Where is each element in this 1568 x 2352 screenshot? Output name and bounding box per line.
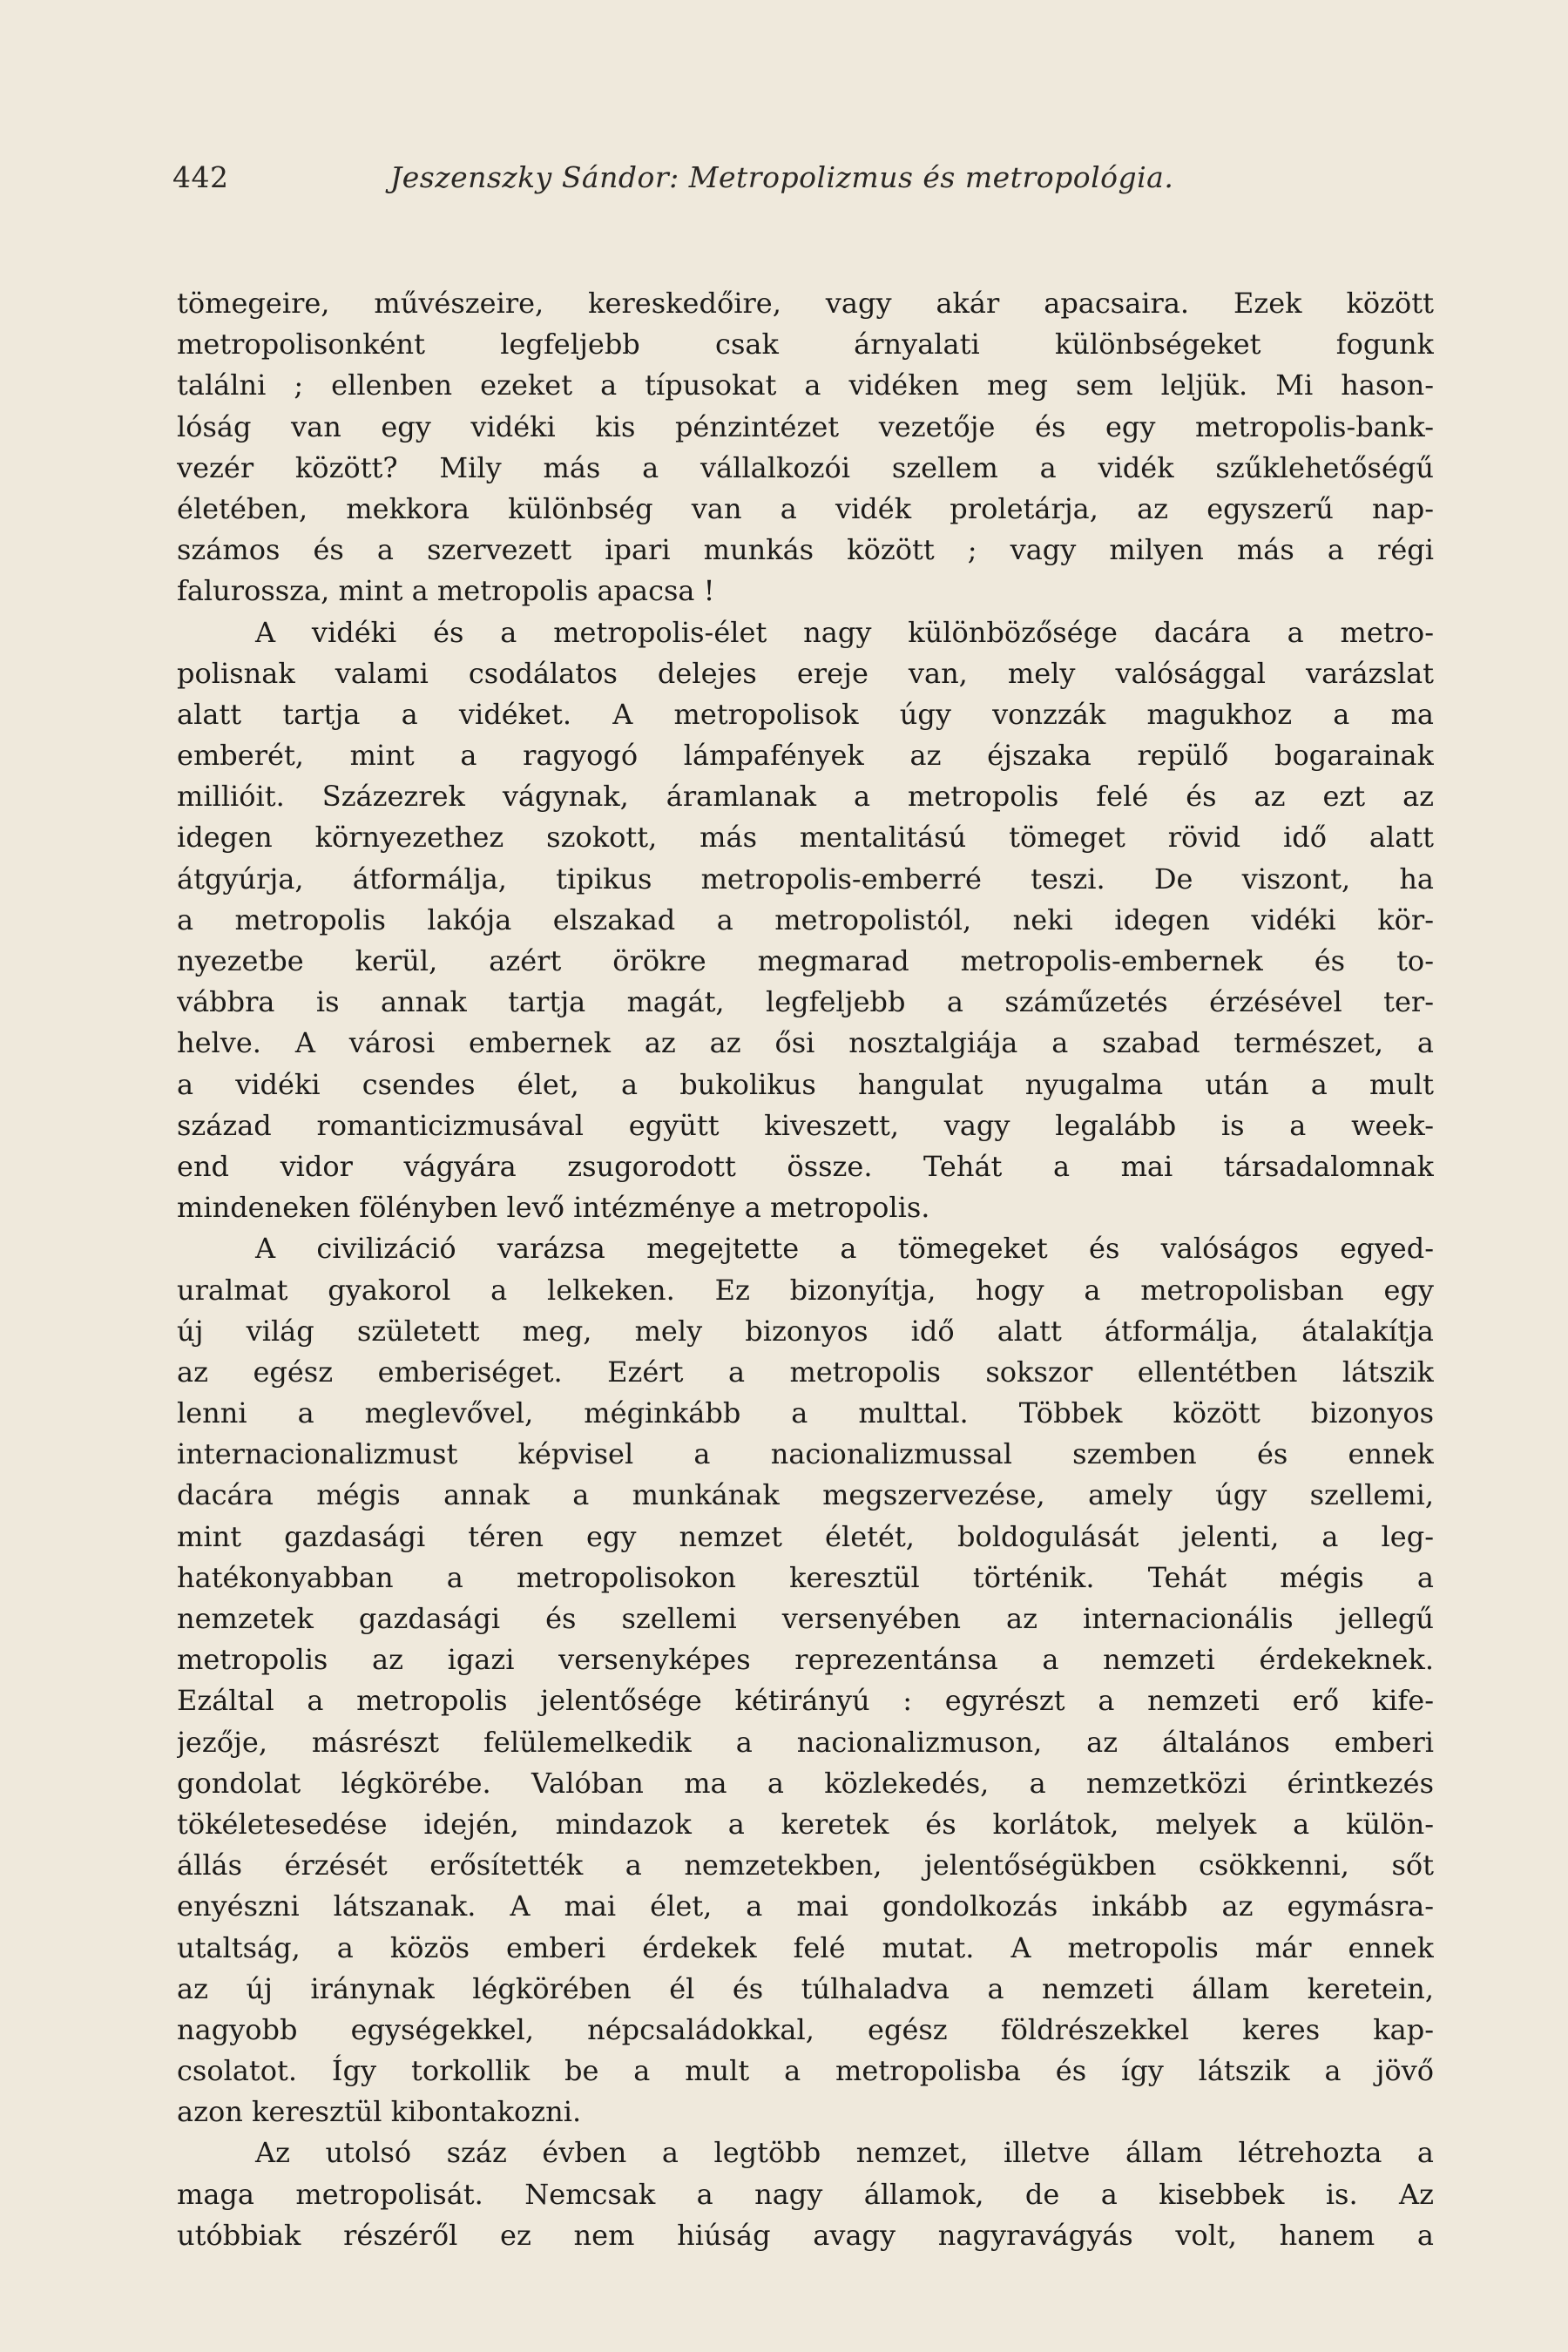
text-line: gondolat légkörébe. Valóban ma a közlekedés, a nemzetközi érintkezés bbox=[177, 1766, 1434, 1800]
text-line: állás érzését erősítették a nemzetekben, jelentőségükben csökkenni, sőt bbox=[177, 1848, 1434, 1882]
text-line: a vidéki csendes élet, a bukolikus hangulat nyugalma után a mult bbox=[177, 1067, 1434, 1101]
text-line: hatékonyabban a metropolisokon keresztül történik. Tehát mégis a bbox=[177, 1560, 1434, 1594]
text-line: lóság van egy vidéki kis pénzintézet vezetője és egy metropolis-bank- bbox=[177, 409, 1434, 443]
text-line: a metropolis lakója elszakad a metropolistól, neki idegen vidéki kör- bbox=[177, 902, 1434, 936]
text-line: dacára mégis annak a munkának megszervezése, amely úgy szellemi, bbox=[177, 1478, 1434, 1512]
text-line: azon keresztül kibontakozni. bbox=[177, 2095, 582, 2129]
text-line: új világ született meg, mely bizonyos idő alatt átformálja, átalakítja bbox=[177, 1314, 1434, 1348]
text-line: nyezetbe kerül, azért örökre megmarad metropolis-embernek és to- bbox=[177, 944, 1434, 977]
text-line: életében, mekkora különbség van a vidék proletárja, az egyszerű nap- bbox=[177, 491, 1434, 525]
text-line: maga metropolisát. Nemcsak a nagy államok, de a kisebbek is. Az bbox=[177, 2177, 1434, 2211]
running-head: Jeszenszky Sándor: Metropolizmus és metropológia. bbox=[390, 160, 1174, 194]
text-line: idegen környezethez szokott, más mentalitású tömeget rövid idő alatt bbox=[177, 821, 1434, 855]
text-line: csolatot. Így torkollik be a mult a metropolisba és így látszik a jövő bbox=[177, 2054, 1434, 2088]
page-number: 442 bbox=[172, 160, 229, 194]
text-line: az egész emberiséget. Ezért a metropolis sokszor ellentétben látszik bbox=[177, 1355, 1434, 1389]
text-line: Ezáltal a metropolis jelentősége kétirányú : egyrészt a nemzeti erő kife- bbox=[177, 1684, 1434, 1718]
text-line: tömegeire, művészeire, kereskedőire, vagy akár apacsaira. Ezek között bbox=[177, 287, 1434, 320]
text-line: század romanticizmusával együtt kiveszett, vagy legalább is a week- bbox=[177, 1108, 1434, 1142]
page-header bbox=[172, 160, 1436, 204]
text-line: lenni a meglevővel, méginkább a multtal. Többek között bizonyos bbox=[177, 1396, 1434, 1430]
text-line: mint gazdasági téren egy nemzet életét, boldogulását jelenti, a leg- bbox=[177, 1519, 1434, 1553]
text-line: end vidor vágyára zsugorodott össze. Tehát a mai társadalomnak bbox=[177, 1149, 1434, 1183]
text-line: tökéletesedése idején, mindazok a keretek és korlátok, melyek a külön- bbox=[177, 1807, 1434, 1841]
text-line: vábbra is annak tartja magát, legfeljebb a száműzetés érzésével ter- bbox=[177, 985, 1434, 1019]
text-line: emberét, mint a ragyogó lámpafények az éjszaka repülő bogarainak bbox=[177, 739, 1434, 773]
text-line: millióit. Százezrek vágynak, áramlanak a metropolis felé és az ezt az bbox=[177, 780, 1434, 814]
text-line: nagyobb egységekkel, népcsaládokkal, egész földrészekkel keres kap- bbox=[177, 2012, 1434, 2046]
text-line: számos és a szervezett ipari munkás között ; vagy milyen más a régi bbox=[177, 533, 1434, 567]
paragraph-start-line: A civilizáció varázsa megejtette a tömegeket és valóságos egyed- bbox=[255, 1232, 1434, 1266]
text-line: metropolis az igazi versenyképes reprezentánsa a nemzeti érdekeknek. bbox=[177, 1643, 1434, 1677]
text-line: találni ; ellenben ezeket a típusokat a vidéken meg sem leljük. Mi hason- bbox=[177, 368, 1434, 402]
body-text bbox=[177, 283, 1434, 2256]
text-line: metropolisonként legfeljebb csak árnyalati különbségeket fogunk bbox=[177, 328, 1434, 362]
text-line: helve. A városi embernek az az ősi nosztalgiája a szabad természet, a bbox=[177, 1026, 1434, 1060]
text-line: enyészni látszanak. A mai élet, a mai gondolkozás inkább az egymásra- bbox=[177, 1889, 1434, 1923]
text-line: falurossza, mint a metropolis apacsa ! bbox=[177, 574, 715, 608]
text-line: mindeneken fölényben levő intézménye a metropolis. bbox=[177, 1191, 930, 1225]
text-line: alatt tartja a vidéket. A metropolisok úgy vonzzák magukhoz a ma bbox=[177, 697, 1434, 731]
text-line: internacionalizmust képvisel a nacionalizmussal szemben és ennek bbox=[177, 1437, 1434, 1471]
text-line: vezér között? Mily más a vállalkozói szellem a vidék szűklehetőségű bbox=[177, 450, 1434, 484]
text-line: jezője, másrészt felülemelkedik a nacionalizmuson, az általános emberi bbox=[177, 1725, 1434, 1759]
text-line: uralmat gyakorol a lelkeken. Ez bizonyítja, hogy a metropolisban egy bbox=[177, 1273, 1434, 1307]
text-line: utaltság, a közös emberi érdekek felé mutat. A metropolis már ennek bbox=[177, 1930, 1434, 1964]
text-line: átgyúrja, átformálja, tipikus metropolis-emberré teszi. De viszont, ha bbox=[177, 862, 1434, 896]
text-line: utóbbiak részéről ez nem hiúság avagy nagyravágyás volt, hanem a bbox=[177, 2218, 1434, 2252]
paragraph-start-line: Az utolsó száz évben a legtöbb nemzet, illetve állam létrehozta a bbox=[255, 2136, 1434, 2170]
text-line: polisnak valami csodálatos delejes ereje van, mely valósággal varázslat bbox=[177, 656, 1434, 690]
paragraph-start-line: A vidéki és a metropolis-élet nagy különbözősége dacára a metro- bbox=[255, 615, 1434, 649]
text-line: nemzetek gazdasági és szellemi versenyében az internacionális jellegű bbox=[177, 1602, 1434, 1635]
text-line: az új iránynak légkörében él és túlhaladva a nemzeti állam keretein, bbox=[177, 1971, 1434, 2005]
